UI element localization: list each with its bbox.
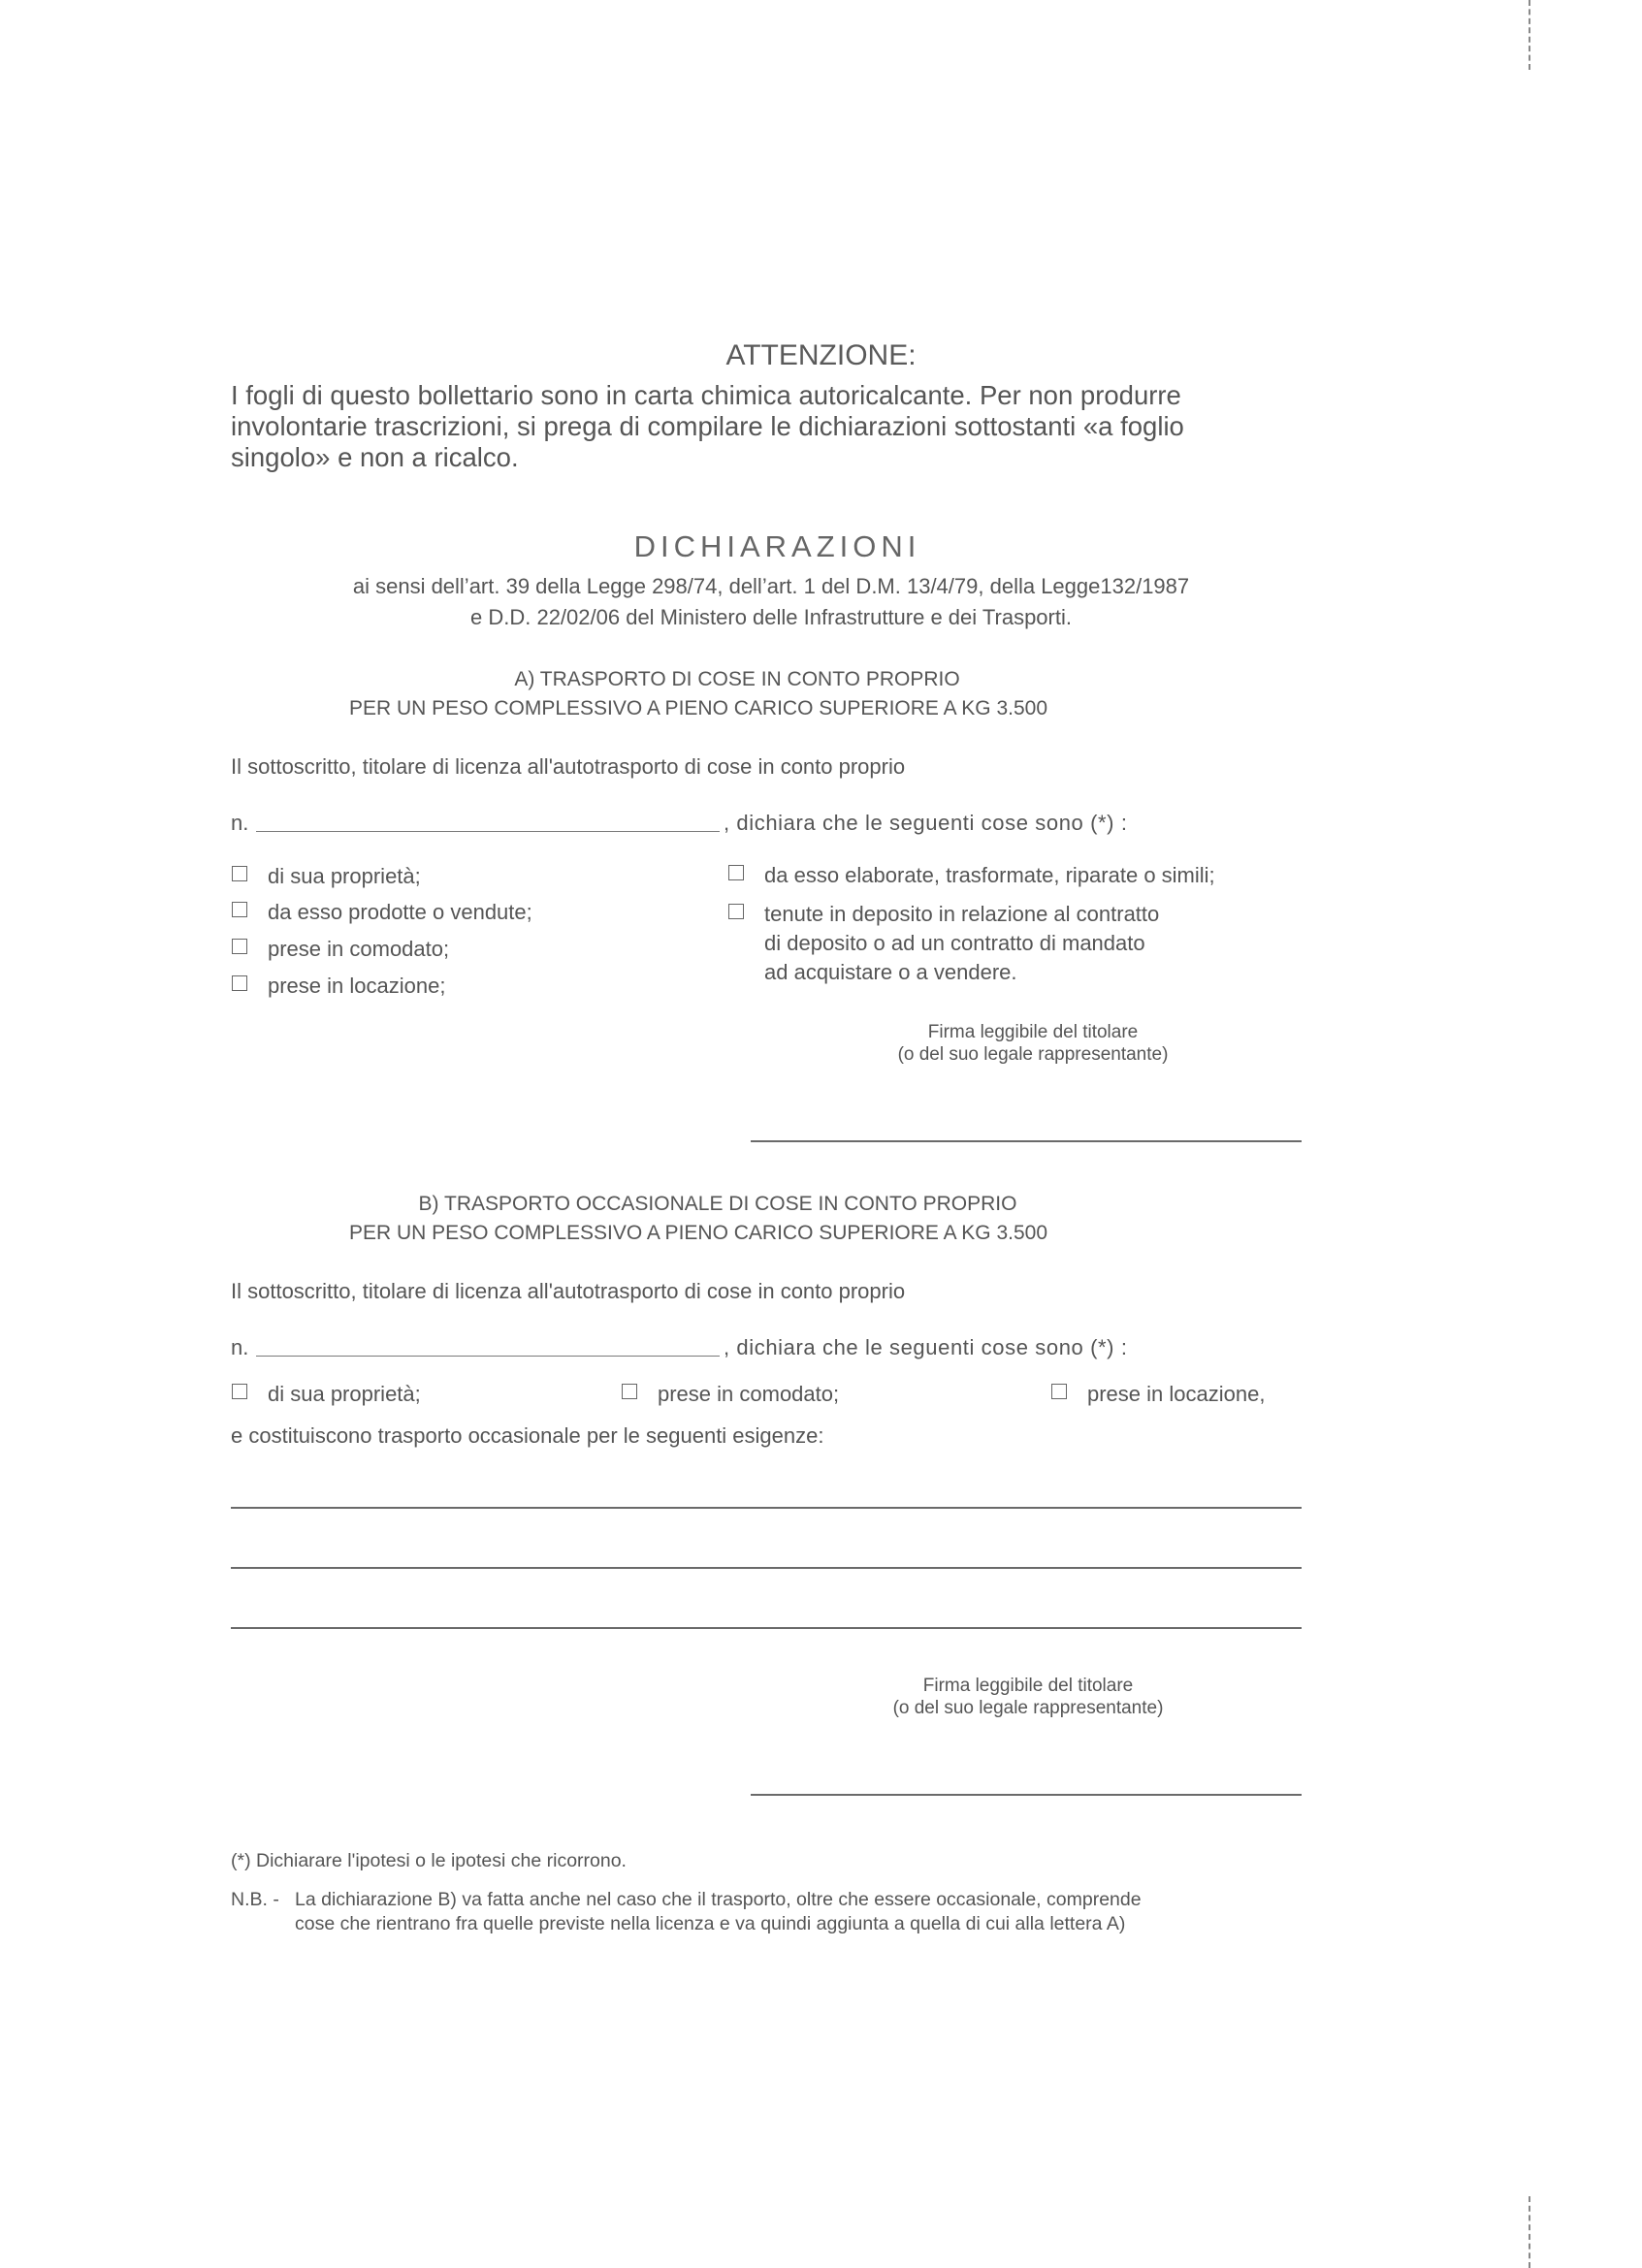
section-b-option-own: di sua proprietà; (268, 1382, 421, 1406)
section-b-signature-label-2: (o del suo legale rappresentante) (892, 1698, 1164, 1718)
section-a-signature-label-2: (o del suo legale rappresentante) (897, 1044, 1169, 1065)
section-a-option-processed: da esso elaborate, trasformate, riparate o simili; (764, 863, 1215, 887)
section-a-checkbox-produced-sold[interactable] (232, 902, 247, 917)
section-b-signature-label-1: Firma leggibile del titolare (922, 1676, 1134, 1696)
section-b-intro: Il sottoscritto, titolare di licenza all'autotrasporto di cose in conto proprio (231, 1279, 906, 1303)
section-b-n-prefix: n. (231, 1335, 249, 1359)
section-b-n-suffix: , dichiara che le seguenti cose sono (*) : (724, 1335, 1128, 1359)
section-b-option-lease: prese in locazione, (1087, 1382, 1266, 1406)
perforation-mark-bottom (1529, 2196, 1530, 2268)
section-a-checkbox-lease[interactable] (232, 975, 247, 991)
section-b-needs-line-3[interactable] (231, 1627, 1302, 1629)
section-a-option-lease: prese in locazione; (268, 974, 446, 998)
section-b-checkbox-loan[interactable] (622, 1384, 637, 1399)
footnote-nb-line-1: La dichiarazione B) va fatta anche nel caso che il trasporto, oltre che essere occasionale, comprende (295, 1889, 1142, 1910)
attention-line-1: I fogli di questo bollettario sono in carta chimica autoricalcante. Per non produrre (231, 380, 1181, 410)
declarations-ref-line-1: ai sensi dell’art. 39 della Legge 298/74, dell’art. 1 del D.M. 13/4/79, della Legge132/1987 (352, 574, 1190, 598)
section-a-signature-line[interactable] (751, 1140, 1302, 1142)
perforation-mark-top (1529, 0, 1530, 70)
footnote-nb-line-2: cose che rientrano fra quelle previste nella licenza e va quindi aggiunta a quella di cui alla lettera A) (295, 1913, 1126, 1934)
section-a-signature-label-1: Firma leggibile del titolare (927, 1022, 1139, 1042)
section-a-option-own: di sua proprietà; (268, 864, 421, 888)
section-a-checkbox-processed[interactable] (728, 865, 744, 880)
attention-line-3: singolo» e non a ricalco. (231, 442, 519, 472)
section-b-heading-1: B) TRASPORTO OCCASIONALE DI COSE IN CONTO PROPRIO (418, 1193, 1017, 1215)
section-a-heading-1: A) TRASPORTO DI COSE IN CONTO PROPRIO (514, 668, 960, 690)
section-b-option-loan: prese in comodato; (658, 1382, 840, 1406)
section-b-needs-line-2[interactable] (231, 1567, 1302, 1569)
declarations-title: DICHIARAZIONI (633, 529, 921, 563)
section-b-signature-line[interactable] (751, 1794, 1302, 1796)
section-a-option-deposit-1: tenute in deposito in relazione al contratto (764, 902, 1160, 926)
section-b-checkbox-own[interactable] (232, 1384, 247, 1399)
section-b-needs-text: e costituiscono trasporto occasionale per le seguenti esigenze: (231, 1423, 824, 1448)
section-a-checkbox-own[interactable] (232, 866, 247, 881)
attention-title: ATTENZIONE: (725, 339, 917, 371)
section-b-license-number-field[interactable] (256, 1356, 720, 1357)
section-a-license-number-field[interactable] (256, 831, 720, 832)
section-b-heading-2: PER UN PESO COMPLESSIVO A PIENO CARICO SUPERIORE A KG 3.500 (348, 1222, 1048, 1244)
section-a-checkbox-deposit[interactable] (728, 904, 744, 919)
section-a-option-deposit-3: ad acquistare o a vendere. (764, 960, 1017, 984)
section-a-n-prefix: n. (231, 811, 249, 835)
footnote-nb-prefix: N.B. - (231, 1889, 279, 1910)
section-b-needs-line-1[interactable] (231, 1507, 1302, 1509)
section-a-option-deposit-2: di deposito o ad un contratto di mandato (764, 931, 1145, 955)
section-b-checkbox-lease[interactable] (1051, 1384, 1067, 1399)
section-a-heading-2: PER UN PESO COMPLESSIVO A PIENO CARICO SUPERIORE A KG 3.500 (348, 697, 1048, 719)
section-a-option-loan: prese in comodato; (268, 937, 450, 961)
section-a-intro: Il sottoscritto, titolare di licenza all'autotrasporto di cose in conto proprio (231, 754, 906, 779)
attention-line-2: involontarie trascrizioni, si prega di compilare le dichiarazioni sottostanti «a foglio (231, 411, 1184, 441)
section-a-n-suffix: , dichiara che le seguenti cose sono (*) : (724, 811, 1128, 835)
section-a-option-produced-sold: da esso prodotte o vendute; (268, 900, 532, 924)
section-a-checkbox-loan[interactable] (232, 939, 247, 954)
declarations-ref-line-2: e D.D. 22/02/06 del Ministero delle Infrastrutture e dei Trasporti. (470, 605, 1072, 629)
footnote-asterisk: (*) Dichiarare l'ipotesi o le ipotesi che ricorrono. (231, 1850, 627, 1871)
